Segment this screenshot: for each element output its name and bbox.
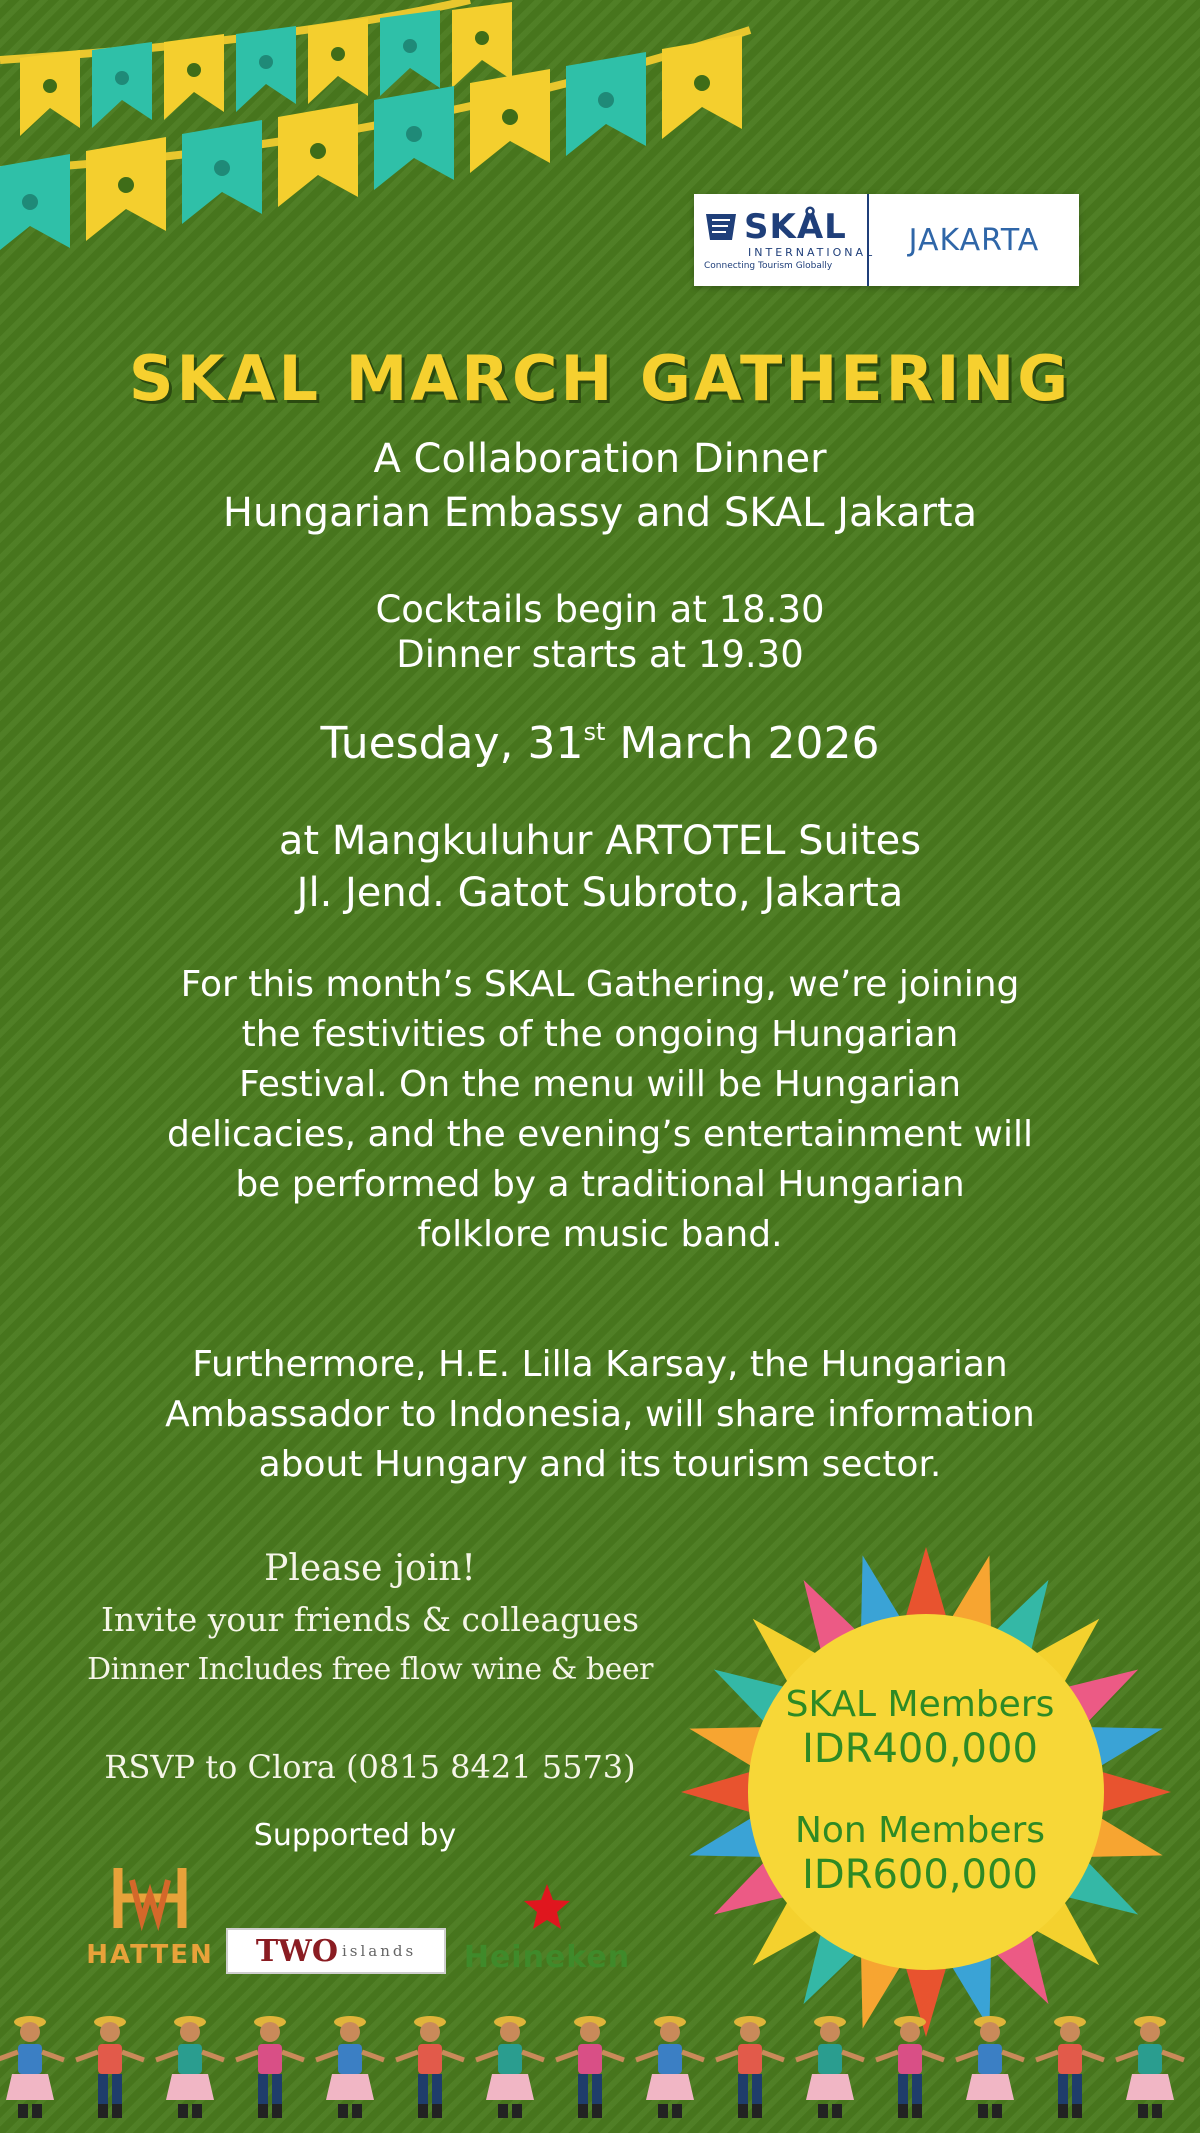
dancer-head	[180, 2022, 200, 2042]
rsvp-text: RSVP to Clora (0815 8421 5573)	[104, 1748, 636, 1786]
dancer-leg	[738, 2074, 748, 2104]
folk-dancer	[156, 2016, 224, 2118]
dancer-leg	[112, 2074, 122, 2104]
dancer-body	[498, 2044, 522, 2074]
logo-international: INTERNATIONAL	[748, 245, 876, 259]
dancer-leg	[912, 2074, 922, 2104]
dancer-boot	[32, 2104, 42, 2118]
dancer-body	[258, 2044, 282, 2074]
dancer-leg	[418, 2074, 428, 2104]
venue-name: at Mangkuluhur ARTOTEL Suites	[278, 818, 922, 864]
dancer-arm	[602, 2052, 624, 2060]
dancer-skirt	[806, 2074, 854, 2100]
dancer-head	[260, 2022, 280, 2042]
paragraph-line: Ambassador to Indonesia, will share information	[165, 1394, 1035, 1435]
dancer-arm	[122, 2052, 144, 2060]
dancer-skirt	[966, 2074, 1014, 2100]
dancer-skirt	[486, 2074, 534, 2100]
sun-ray	[904, 1547, 948, 1623]
dancer-skirt	[1126, 2074, 1174, 2100]
dinner-includes-text: Dinner Includes free flow wine & beer	[87, 1652, 653, 1687]
dancer-skirt	[326, 2074, 374, 2100]
dancer-arm	[236, 2052, 258, 2060]
paragraph-line: about Hungary and its tourism sector.	[258, 1444, 942, 1485]
paragraph-line: the festivities of the ongoing Hungarian	[241, 1014, 959, 1055]
two-islands-logo	[226, 1928, 446, 1974]
bunting-flag-dot	[475, 31, 489, 45]
dancer-boot	[512, 2104, 522, 2118]
dancer-leg	[578, 2074, 588, 2104]
dancer-arm	[1162, 2052, 1184, 2060]
dancer-boot	[752, 2104, 762, 2118]
two-islands-sub: islands	[341, 1942, 417, 1960]
dancer-boot	[338, 2104, 348, 2118]
dancer-arm	[842, 2052, 864, 2060]
dancer-body	[898, 2044, 922, 2074]
dancer-arm	[442, 2052, 464, 2060]
dancer-boot	[912, 2104, 922, 2118]
dancer-arm	[396, 2052, 418, 2060]
paragraph-line: be performed by a traditional Hungarian	[235, 1164, 965, 1205]
dancer-arm	[762, 2052, 784, 2060]
dancer-boot	[352, 2104, 362, 2118]
dancer-boot	[98, 2104, 108, 2118]
paragraph-line: For this month’s SKAL Gathering, we’re joining	[180, 964, 1020, 1005]
paragraph-line: Furthermore, H.E. Lilla Karsay, the Hungarian	[192, 1344, 1008, 1385]
dancer-body	[658, 2044, 682, 2074]
folk-dancer	[316, 2016, 384, 2118]
dancer-head	[580, 2022, 600, 2042]
dancer-boot	[192, 2104, 202, 2118]
folk-dancer	[716, 2016, 784, 2118]
dancer-leg	[432, 2074, 442, 2104]
dancer-arm	[922, 2052, 944, 2060]
venue-address: Jl. Jend. Gatot Subroto, Jakarta	[296, 870, 904, 916]
dancer-boot	[818, 2104, 828, 2118]
description-paragraph-1	[0, 960, 1200, 1260]
bunting-flag-dot	[310, 143, 326, 159]
bunting-flag-dot	[214, 160, 230, 176]
dancer-arm	[796, 2052, 818, 2060]
paragraph-line: Festival. On the menu will be Hungarian	[238, 1064, 962, 1105]
dancer-head	[740, 2022, 760, 2042]
bunting-flag-dot	[502, 109, 518, 125]
folk-dancer	[1036, 2016, 1104, 2118]
dancer-arm	[556, 2052, 578, 2060]
dancer-head	[500, 2022, 520, 2042]
dancer-body	[738, 2044, 762, 2074]
bunting-decoration	[0, 0, 800, 290]
dancer-leg	[1072, 2074, 1082, 2104]
dancer-body	[578, 2044, 602, 2074]
date-weekday-day: Tuesday, 31	[320, 718, 584, 769]
dancer-arm	[956, 2052, 978, 2060]
skal-emblem-icon	[704, 212, 738, 242]
folk-dancer	[476, 2016, 544, 2118]
folk-dancers-border	[0, 2000, 1200, 2133]
folk-dancer	[796, 2016, 864, 2118]
dancer-boot	[578, 2104, 588, 2118]
dancer-arm	[316, 2052, 338, 2060]
folk-dancer	[76, 2016, 144, 2118]
bunting-flag-dot	[694, 75, 710, 91]
dancer-arm	[202, 2052, 224, 2060]
non-members-price: IDR600,000	[802, 1852, 1038, 1898]
bunting-flag-dot	[22, 194, 38, 210]
dancer-boot	[432, 2104, 442, 2118]
bunting-flag-dot	[406, 126, 422, 142]
dancer-body	[98, 2044, 122, 2074]
bunting-flag-dot	[115, 71, 129, 85]
dancer-boot	[992, 2104, 1002, 2118]
two-islands-name: TWO	[255, 1933, 338, 1969]
dancer-leg	[1058, 2074, 1068, 2104]
date-month-year: March 2026	[605, 718, 880, 769]
description-paragraph-2	[0, 1340, 1200, 1490]
dancer-head	[900, 2022, 920, 2042]
dancer-leg	[592, 2074, 602, 2104]
dancer-leg	[898, 2074, 908, 2104]
dancer-arm	[76, 2052, 98, 2060]
dancer-head	[1140, 2022, 1160, 2042]
dancer-body	[338, 2044, 362, 2074]
please-join-text: Please join!	[264, 1548, 476, 1589]
dancer-skirt	[166, 2074, 214, 2100]
event-date	[0, 718, 1200, 769]
dancer-arm	[156, 2052, 178, 2060]
heineken-name: Heineken	[463, 1940, 631, 1975]
folk-dancer	[1116, 2016, 1184, 2118]
sun-ray	[1095, 1770, 1171, 1814]
paragraph-line: delicacies, and the evening’s entertainment will	[167, 1114, 1033, 1155]
dancer-leg	[258, 2074, 268, 2104]
dancer-boot	[18, 2104, 28, 2118]
dancer-arm	[1036, 2052, 1058, 2060]
dancer-head	[340, 2022, 360, 2042]
logo-brand: SKÅL	[744, 206, 847, 247]
bunting-flag-dot	[331, 47, 345, 61]
dancer-body	[178, 2044, 202, 2074]
dancer-boot	[272, 2104, 282, 2118]
bunting-flag-dot	[403, 39, 417, 53]
invite-text: Invite your friends & colleagues	[100, 1600, 640, 1639]
folk-dancer	[956, 2016, 1024, 2118]
dancer-head	[1060, 2022, 1080, 2042]
dancer-arm	[682, 2052, 704, 2060]
dancer-leg	[272, 2074, 282, 2104]
dancer-arm	[522, 2052, 544, 2060]
dancer-arm	[282, 2052, 304, 2060]
members-price-label: SKAL Members	[785, 1684, 1055, 1725]
dancer-boot	[1138, 2104, 1148, 2118]
dancer-boot	[672, 2104, 682, 2118]
logo-tagline: Connecting Tourism Globally	[704, 260, 833, 271]
skal-international-logo	[694, 194, 1079, 286]
folk-dancer	[396, 2016, 464, 2118]
dancer-boot	[898, 2104, 908, 2118]
subtitle-line-2: Hungarian Embassy and SKAL Jakarta	[222, 490, 978, 536]
folk-dancer	[556, 2016, 624, 2118]
dancer-boot	[498, 2104, 508, 2118]
dinner-time: Dinner starts at 19.30	[396, 633, 804, 676]
logo-city: JAKARTA	[908, 222, 1040, 258]
dancer-boot	[1152, 2104, 1162, 2118]
dancer-head	[420, 2022, 440, 2042]
dancer-arm	[1002, 2052, 1024, 2060]
dancer-leg	[752, 2074, 762, 2104]
non-members-price-label: Non Members	[794, 1810, 1046, 1851]
bunting-flag-dot	[187, 63, 201, 77]
dancer-boot	[1058, 2104, 1068, 2118]
dancer-leg	[98, 2074, 108, 2104]
dancer-body	[418, 2044, 442, 2074]
dancer-body	[818, 2044, 842, 2074]
folk-dancer	[636, 2016, 704, 2118]
hatten-name: HATTEN	[86, 1940, 214, 1970]
dancer-head	[980, 2022, 1000, 2042]
dancer-body	[1058, 2044, 1082, 2074]
cocktails-time: Cocktails begin at 18.30	[375, 588, 825, 631]
dancer-body	[1138, 2044, 1162, 2074]
dancer-arm	[636, 2052, 658, 2060]
members-price: IDR400,000	[802, 1726, 1038, 1772]
dancer-boot	[738, 2104, 748, 2118]
dancer-head	[820, 2022, 840, 2042]
dancer-body	[18, 2044, 42, 2074]
dancer-boot	[1072, 2104, 1082, 2118]
event-title: SKAL MARCH GATHERING	[128, 342, 1072, 415]
bunting-flag-dot	[259, 55, 273, 69]
dancer-arm	[1116, 2052, 1138, 2060]
dancer-body	[978, 2044, 1002, 2074]
dancer-head	[660, 2022, 680, 2042]
sun-ray	[681, 1770, 757, 1814]
dancer-head	[100, 2022, 120, 2042]
subtitle-line-1: A Collaboration Dinner	[373, 436, 827, 482]
folk-dancer	[236, 2016, 304, 2118]
supported-by-label: Supported by	[253, 1818, 457, 1853]
folk-dancer	[876, 2016, 944, 2118]
dancer-boot	[178, 2104, 188, 2118]
dancer-arm	[362, 2052, 384, 2060]
dancer-boot	[832, 2104, 842, 2118]
dancer-boot	[658, 2104, 668, 2118]
price-badge-sun	[666, 1542, 1186, 2042]
dancer-boot	[418, 2104, 428, 2118]
date-suffix: st	[583, 718, 606, 746]
bunting-flag-dot	[43, 79, 57, 93]
dancer-arm	[476, 2052, 498, 2060]
bunting-flag-dot	[118, 177, 134, 193]
folk-dancer	[0, 2016, 64, 2118]
dancer-boot	[978, 2104, 988, 2118]
dancer-skirt	[6, 2074, 54, 2100]
dancer-boot	[592, 2104, 602, 2118]
bunting-flag-dot	[598, 92, 614, 108]
dancer-skirt	[646, 2074, 694, 2100]
dancer-arm	[716, 2052, 738, 2060]
dancer-arm	[876, 2052, 898, 2060]
dancer-arm	[0, 2052, 18, 2060]
dancer-arm	[1082, 2052, 1104, 2060]
paragraph-line: folklore music band.	[417, 1214, 783, 1255]
dancer-head	[20, 2022, 40, 2042]
dancer-boot	[112, 2104, 122, 2118]
heineken-star-icon	[522, 1882, 572, 1932]
dancer-arm	[42, 2052, 64, 2060]
dancer-boot	[258, 2104, 268, 2118]
